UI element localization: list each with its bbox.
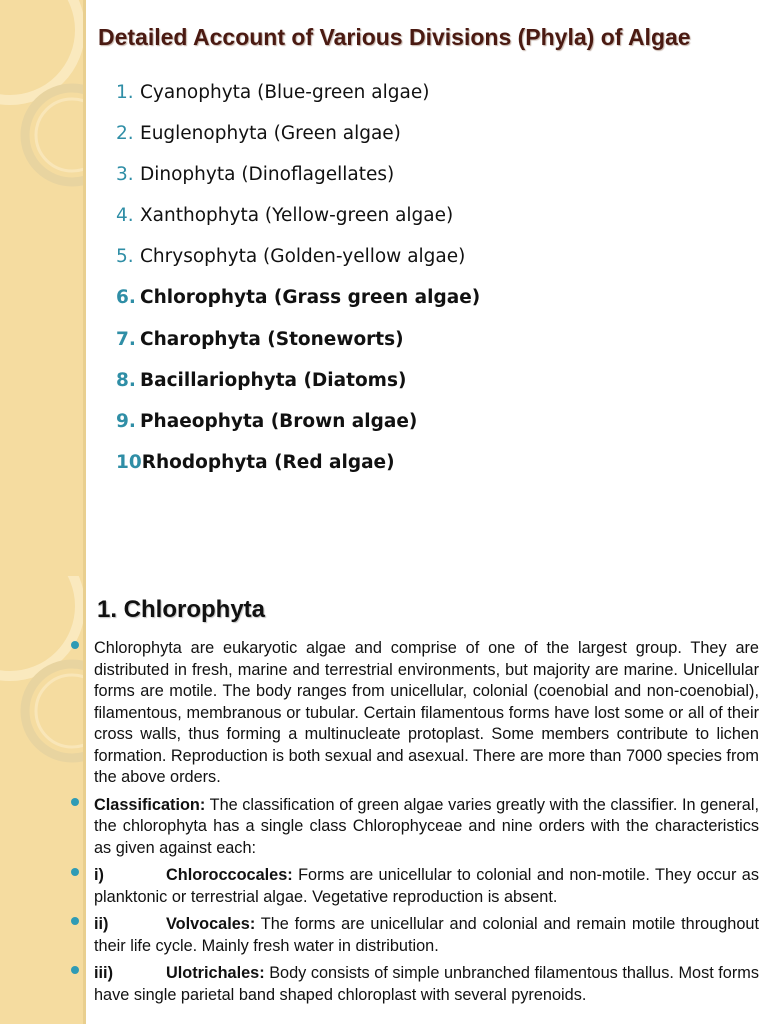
- bullet-text: The classification of green algae varies greatly with the classifier. In general, the chlorophyta has a single class Chlorophyceae and nine orders with the characteristics as given against each:: [94, 795, 760, 857]
- list-item: [116, 203, 480, 244]
- item-number: 4.: [116, 205, 134, 227]
- bullet-lead: Volvocales:: [166, 915, 256, 933]
- item-label: Xanthophyta (Yellow-green algae): [140, 205, 454, 227]
- item-number: 8.: [116, 369, 136, 391]
- bullet-item: [94, 865, 759, 908]
- item-number: 7.: [116, 328, 136, 350]
- bullet-item: [94, 963, 759, 1006]
- item-label: Euglenophyta (Green algae): [140, 123, 401, 145]
- divisions-list: [116, 80, 480, 491]
- item-number: 1.: [116, 82, 134, 103]
- item-number: 2.: [116, 123, 134, 145]
- item-label: Rhodophyta (Red algae): [141, 451, 395, 473]
- item-label: Chlorophyta (Grass green algae): [140, 287, 481, 309]
- bullet-icon: [71, 868, 79, 876]
- list-item: [116, 327, 480, 368]
- item-number: 6.: [116, 287, 136, 309]
- list-item: [116, 162, 480, 203]
- order-numeral: i): [94, 866, 104, 884]
- decorative-side-band: [0, 0, 86, 576]
- bullet-icon: [71, 798, 79, 806]
- item-label: Cyanophyta (Blue-green algae): [140, 82, 430, 103]
- bullet-list: [94, 638, 759, 1012]
- bullet-icon: [71, 917, 79, 925]
- item-number: 3.: [116, 164, 134, 186]
- item-label: Chrysophyta (Golden-yellow algae): [140, 246, 466, 268]
- list-item: [116, 450, 480, 491]
- list-item: [116, 121, 480, 162]
- item-number: 10: [116, 451, 142, 473]
- bullet-item: [94, 638, 759, 789]
- list-item: [116, 244, 480, 285]
- list-item: [116, 80, 480, 121]
- item-number: 5.: [116, 246, 134, 268]
- item-label: Dinophyta (Dinoflagellates): [140, 164, 395, 186]
- bullet-lead: Classification:: [94, 795, 206, 814]
- decorative-circles: [0, 0, 83, 576]
- item-label: Bacillariophyta (Diatoms): [140, 369, 407, 391]
- list-item: [116, 409, 480, 450]
- bullet-lead: Ulotrichales:: [166, 964, 265, 982]
- section-title: 1. Chlorophyta: [97, 596, 266, 623]
- bullet-text: Forms are unicellular to colonial and non-motile. They occur as planktonic or terrestrial algae. Vegetative reproduction is absent.: [94, 866, 760, 906]
- item-number: 9.: [116, 410, 136, 432]
- list-item: [116, 368, 480, 409]
- bullet-icon: [71, 966, 79, 974]
- slide-title: Detailed Account of Various Divisions (Phyla) of Algae: [98, 24, 691, 50]
- bullet-text: Body consists of simple unbranched filamentous thallus. Most forms have single parietal band shaped chloroplast with several pyrenoids.: [94, 964, 759, 1004]
- order-numeral: iii): [94, 964, 113, 982]
- bullet-lead: Chloroccocales:: [166, 866, 293, 884]
- bullet-item: [94, 914, 759, 957]
- item-label: Phaeophyta (Brown algae): [140, 410, 418, 432]
- bullet-text: The forms are unicellular and colonial and remain motile throughout their life cycle. Mainly fresh water in distribution.: [94, 915, 759, 955]
- bullet-item: [94, 795, 759, 860]
- order-numeral: ii): [94, 915, 109, 933]
- bullet-text: Chlorophyta are eukaryotic algae and comprise of one of the largest group. They are distributed in fresh, marine and terrestrial environments, but majority are marine. Unicellular forms are motile. The body ranges from unicellular, colonial (coenobial and non-coenobial), filamentous, membranous or tubular. Certain filamentous forms have lost some or all of their cross walls, thus forming a multinucleate protoplast. Some members contribute to lichen formation. Reproduction is both sexual and asexual. There are more than 7000 species from the above orders.: [94, 639, 759, 786]
- bullet-icon: [71, 641, 79, 649]
- item-label: Charophyta (Stoneworts): [140, 328, 404, 350]
- list-item: [116, 285, 480, 326]
